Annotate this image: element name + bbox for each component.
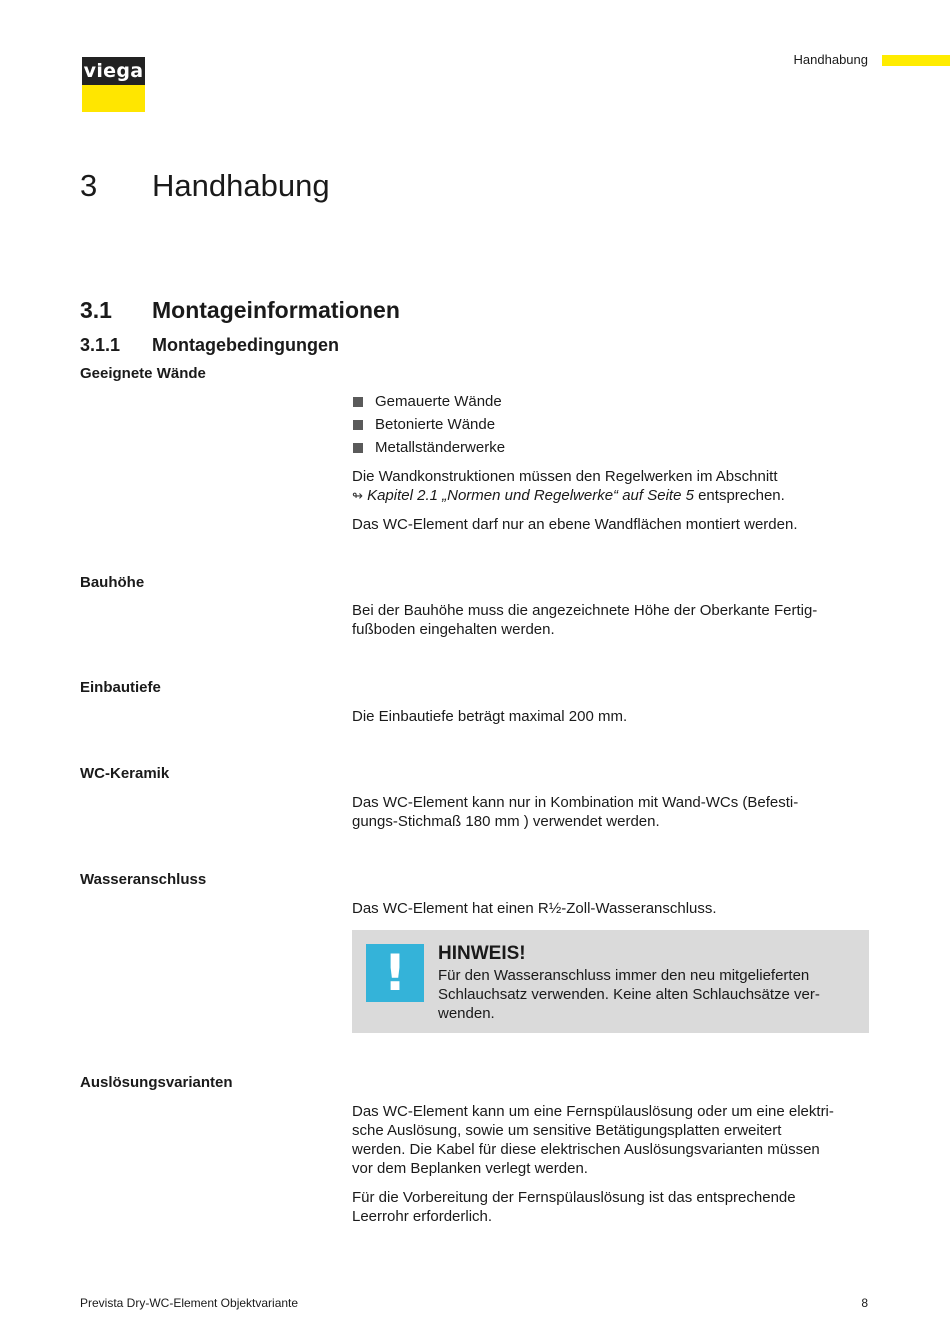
label-wasseranschluss: Wasseranschluss: [80, 871, 207, 888]
text-line: Schlauchsatz verwenden. Keine alten Schlauchsätze ver-: [438, 986, 820, 1003]
label-einbautiefe: Einbautiefe: [80, 679, 161, 696]
chapter-title: Handhabung: [152, 168, 330, 203]
wall-rules-end: entsprechen.: [693, 487, 785, 504]
label-geeignete-waende: Geeignete Wände: [80, 365, 206, 382]
flat-wall-paragraph: Das WC-Element darf nur an ebene Wandflächen montiert werden.: [352, 516, 798, 533]
text-line: Das WC-Element kann nur in Kombination mit Wand-WCs (Befesti-: [352, 794, 799, 811]
text-line: wenden.: [438, 1005, 495, 1022]
notice-box: [352, 930, 869, 1033]
label-bauhoehe: Bauhöhe: [80, 574, 145, 591]
notice-title: HINWEIS!: [438, 943, 526, 964]
subsection-title: Montagebedingungen: [152, 335, 339, 355]
header-accent-bar: [882, 55, 950, 66]
text-line: fußboden eingehalten werden.: [352, 621, 555, 638]
list-item: Metallständerwerke: [352, 438, 505, 457]
section-title: Montageinformationen: [152, 297, 400, 323]
label-wc-keramik: WC-Keramik: [80, 765, 170, 782]
wasseranschluss-paragraph: Das WC-Element hat einen R½-Zoll-Wasseranschluss.: [352, 900, 717, 917]
chapter-cross-reference-link[interactable]: Kapitel 2.1 „Normen und Regelwerke“ auf Seite 5: [367, 487, 694, 504]
list-item: Gemauerte Wände: [352, 392, 505, 411]
exclamation-icon: !: [366, 944, 424, 1002]
ausloesung-paragraph-1: [352, 1102, 870, 1178]
list-item: Betonierte Wände: [352, 415, 505, 434]
text-line: Das WC-Element kann um eine Fernspülauslösung oder um eine elektri-: [352, 1103, 834, 1120]
logo-wordmark: viega: [82, 57, 145, 85]
text-line: vor dem Beplanken verlegt werden.: [352, 1160, 588, 1177]
text-line: gungs-Stichmaß 180 mm ) verwendet werden.: [352, 813, 660, 830]
section-heading: [80, 295, 400, 325]
ausloesung-paragraph-2: [352, 1188, 870, 1226]
footer-page-number: 8: [861, 1296, 868, 1310]
section-number: 3.1: [80, 297, 112, 323]
wall-rules-line: Die Wandkonstruktionen müssen den Regelwerken im Abschnitt: [352, 468, 778, 485]
bauhoehe-paragraph: [352, 601, 870, 639]
text-line: Für den Wasseranschluss immer den neu mitgelieferten: [438, 967, 810, 984]
text-line: Leerrohr erforderlich.: [352, 1208, 493, 1225]
label-ausloesungsvarianten: Auslösungsvarianten: [80, 1074, 233, 1091]
text-line: Bei der Bauhöhe muss die angezeichnete Höhe der Oberkante Fertig-: [352, 602, 818, 619]
logo-yellow-band: [82, 85, 145, 112]
chapter-number: 3: [80, 168, 98, 203]
cross-reference-arrow-icon: ↬: [352, 488, 363, 503]
wc-keramik-paragraph: [352, 793, 870, 831]
subsection-number: 3.1.1: [80, 335, 121, 355]
notice-text: [438, 966, 858, 1023]
text-line: sche Auslösung, sowie um sensitive Betätigungsplatten erweitert: [352, 1122, 782, 1139]
text-line: werden. Die Kabel für diese elektrischen Auslösungsvarianten müssen: [352, 1141, 820, 1158]
viega-logo: [82, 57, 145, 112]
einbautiefe-paragraph: Die Einbautiefe beträgt maximal 200 mm.: [352, 708, 628, 725]
text-line: Für die Vorbereitung der Fernspülauslösung ist das entsprechende: [352, 1189, 796, 1206]
wall-rules-paragraph: [352, 467, 870, 505]
subsection-heading: [80, 333, 339, 357]
wall-types-list: [352, 392, 505, 461]
running-header-title: Handhabung: [793, 52, 868, 67]
footer-product-name: Prevista Dry-WC-Element Objektvariante: [80, 1296, 299, 1310]
